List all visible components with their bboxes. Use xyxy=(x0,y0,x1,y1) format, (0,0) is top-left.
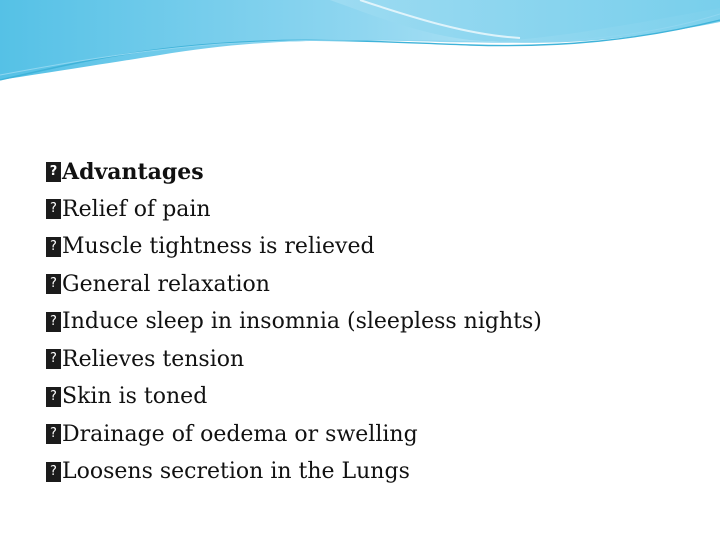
list-item-text: Advantages xyxy=(62,158,204,185)
list-item-text: Induce sleep in insomnia (sleepless nights) xyxy=(62,309,542,335)
bullet-glyph-icon: ? xyxy=(46,424,61,444)
list-item-heading xyxy=(46,153,686,191)
bullet-glyph-icon: ? xyxy=(46,312,61,332)
list-item-text: Relief of pain xyxy=(62,196,211,222)
header-wave-decoration xyxy=(0,0,720,90)
list-item xyxy=(46,303,686,341)
list-item-text: Loosens secretion in the Lungs xyxy=(62,459,410,485)
list-item xyxy=(46,228,686,266)
bullet-glyph-icon: ? xyxy=(46,387,61,407)
list-item xyxy=(46,266,686,304)
bullet-list xyxy=(46,153,686,491)
bullet-glyph-icon: ? xyxy=(46,274,61,294)
bullet-glyph-icon: ? xyxy=(46,162,61,182)
list-item xyxy=(46,341,686,379)
list-item xyxy=(46,191,686,229)
list-item-text: Relieves tension xyxy=(62,346,245,372)
list-item-text: Muscle tightness is relieved xyxy=(62,234,375,260)
bullet-glyph-icon: ? xyxy=(46,199,61,219)
list-item xyxy=(46,416,686,454)
list-item-text: General relaxation xyxy=(62,271,270,297)
list-item-text: Skin is toned xyxy=(62,384,208,410)
list-item-text: Drainage of oedema or swelling xyxy=(62,421,418,447)
list-item xyxy=(46,453,686,491)
bullet-glyph-icon: ? xyxy=(46,462,61,482)
bullet-glyph-icon: ? xyxy=(46,349,61,369)
list-item xyxy=(46,378,686,416)
bullet-glyph-icon: ? xyxy=(46,237,61,257)
